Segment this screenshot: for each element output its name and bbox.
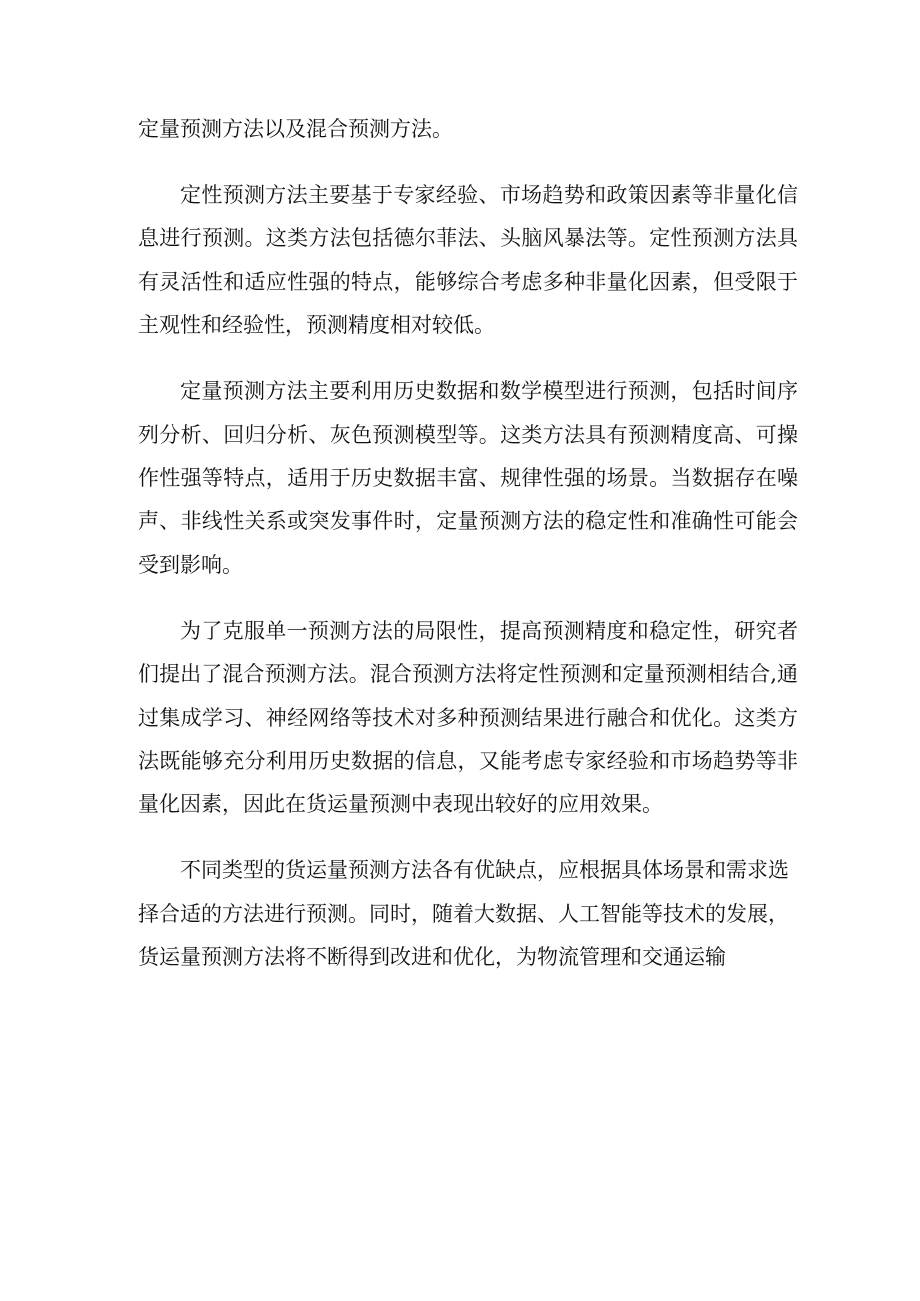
- paragraph-quantitative-methods: 定量预测方法主要利用历史数据和数学模型进行预测，包括时间序列分析、回归分析、灰色预测模型等。这类方法具有预测精度高、可操作性强等特点，适用于历史数据丰富、规律性强的场景。当数据存在噪声、非线性关系或突发事件时，定量预测方法的稳定性和准确性可能会受到影响。: [138, 379, 798, 577]
- paragraph-continuation: 定量预测方法以及混合预测方法。: [138, 117, 453, 141]
- paragraph-hybrid-methods: 为了克服单一预测方法的局限性，提高预测精度和稳定性，研究者们提出了混合预测方法。混合预测方法将定性预测和定量预测相结合,通过集成学习、神经网络等技术对多种预测结果进行融合和优化。这类方法既能够充分利用历史数据的信息，又能考虑专家经验和市场趋势等非量化因素，因此在货运量预测中表现出较好的应用效果。: [138, 618, 798, 817]
- paragraph-summary: 不同类型的货运量预测方法各有优缺点，应根据具体场景和需求选择合适的方法进行预测。同时，随着大数据、人工智能等技术的发展，货运量预测方法将不断得到改进和优化，为物流管理和交通运输: [138, 858, 789, 970]
- paragraph-qualitative-methods: 定性预测方法主要基于专家经验、市场趋势和政策因素等非量化信息进行预测。这类方法包括德尔菲法、头脑风暴法等。定性预测方法具有灵活性和适应性强的特点，能够综合考虑多种非量化因素，但受限于主观性和经验性，预测精度相对较低。: [138, 183, 798, 338]
- document-body: [138, 108, 798, 980]
